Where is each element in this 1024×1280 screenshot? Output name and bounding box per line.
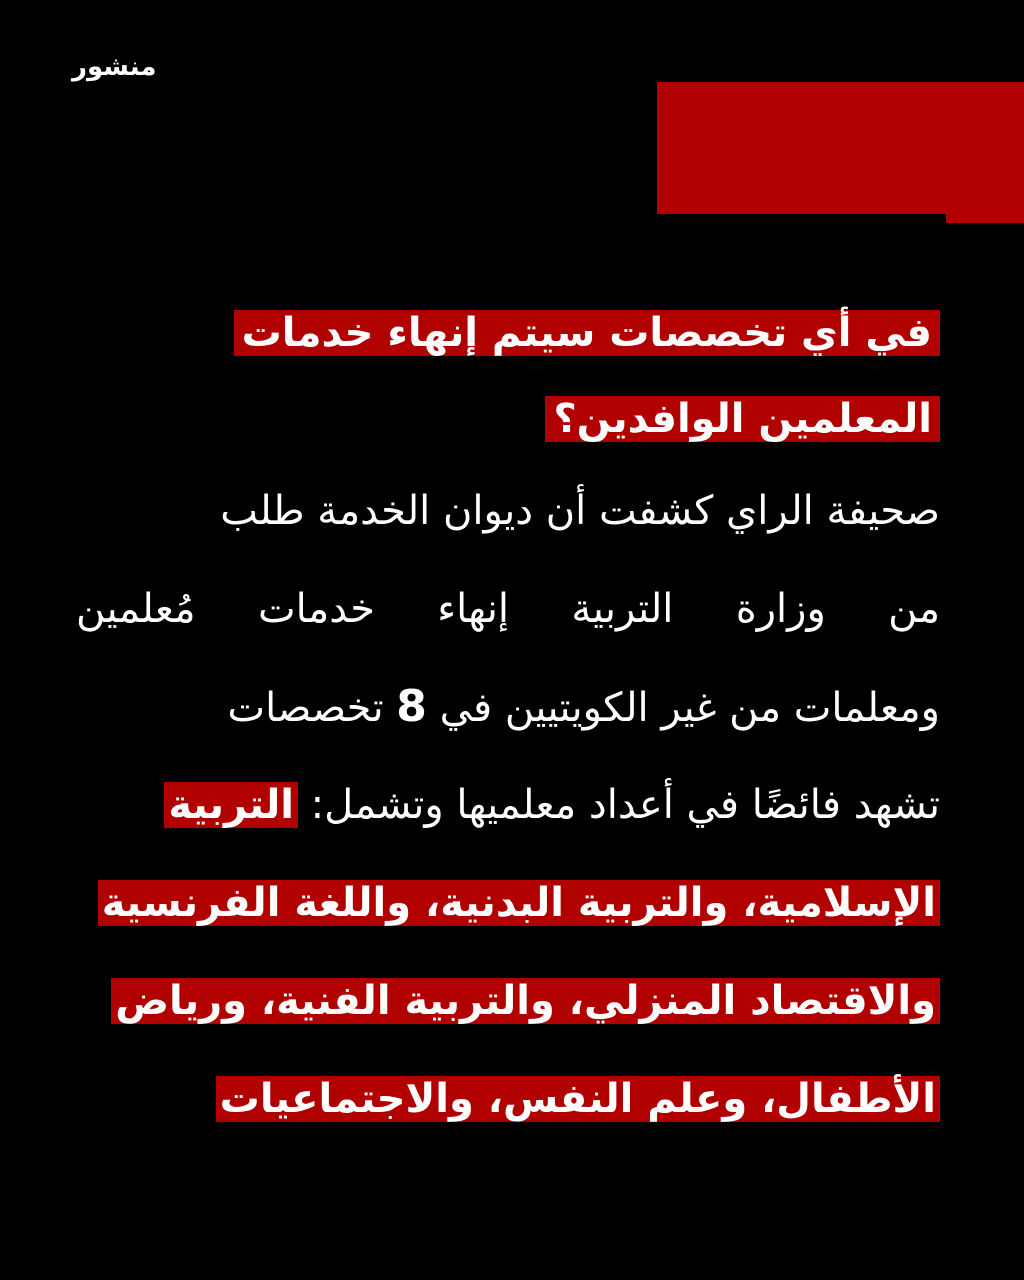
- specialties-count: 8: [396, 681, 427, 732]
- headline-line-2: [76, 376, 940, 462]
- body-line-3-start: ومعلمات من غير الكويتيين في: [439, 685, 940, 731]
- brand-logo: منشور: [72, 52, 157, 82]
- highlight-specialty-start: التربية: [164, 782, 298, 828]
- highlight-specialties-3: الأطفال، وعلم النفس، والاجتماعيات: [216, 1076, 940, 1122]
- body-line-7: [76, 1050, 940, 1148]
- body-line-4-text: تشهد فائضًا في أعداد معلميها وتشمل:: [310, 782, 940, 828]
- highlight-specialties-1: الإسلامية، والتربية البدنية، واللغة الفرنسية: [98, 880, 940, 926]
- headline-text-1: في أي تخصصات سيتم إنهاء خدمات: [234, 310, 940, 356]
- decorative-red-block-step: [946, 214, 1024, 223]
- post-content: [76, 290, 940, 1148]
- body-line-5: [76, 854, 940, 952]
- body-text: [76, 462, 940, 1148]
- body-line-3: [76, 658, 940, 756]
- headline-text-2: المعلمين الوافدين؟: [545, 396, 940, 442]
- body-line-6: [76, 952, 940, 1050]
- body-line-1: صحيفة الراي كشفت أن ديوان الخدمة طلب: [220, 488, 940, 534]
- headline: [76, 290, 940, 462]
- body-line-3-end: تخصصات: [227, 685, 384, 731]
- body-line-4: [76, 756, 940, 854]
- body-line-2: من وزارة التربية إنهاء خدمات مُعلمين: [76, 586, 940, 632]
- headline-line-1: [76, 290, 940, 376]
- highlight-specialties-2: والاقتصاد المنزلي، والتربية الفنية، ورياض: [111, 978, 940, 1024]
- decorative-red-block: [657, 82, 1024, 214]
